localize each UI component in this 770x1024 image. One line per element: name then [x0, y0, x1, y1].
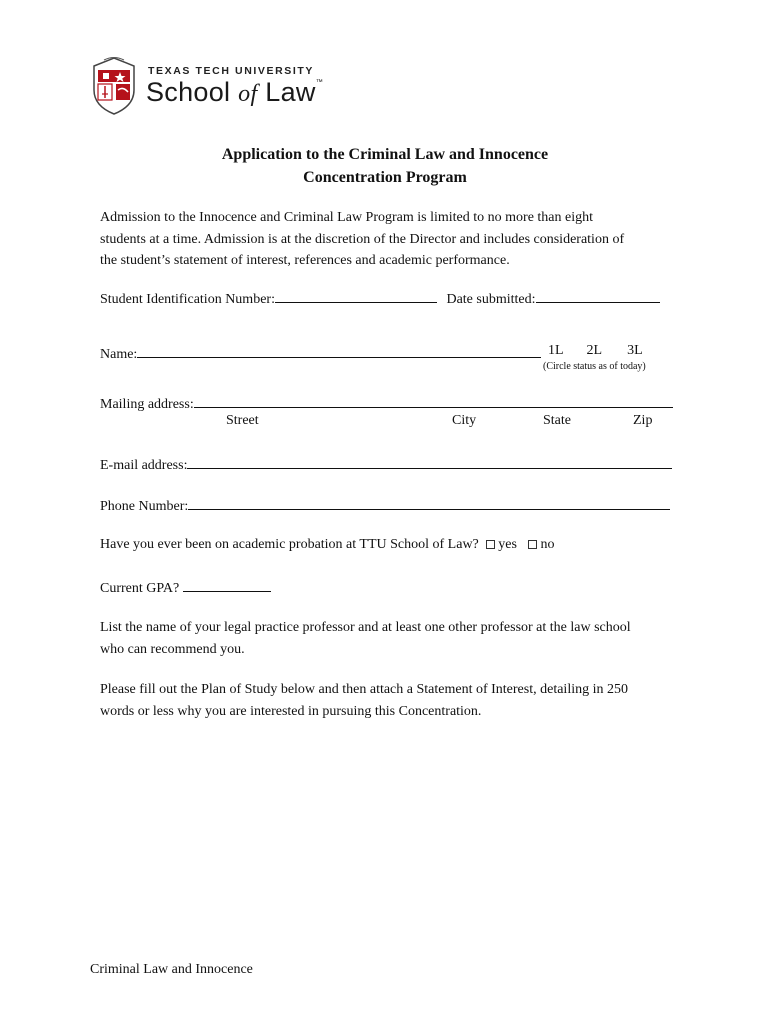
- probation-row: [100, 537, 554, 553]
- status-option-3l[interactable]: 3L: [627, 343, 643, 358]
- student-id-label: Student Identification Number:: [100, 292, 275, 307]
- professors-line-2: who can recommend you.: [100, 641, 245, 657]
- address-street-caption: Street: [226, 413, 259, 428]
- name-field[interactable]: [137, 343, 541, 358]
- title-line-1: Application to the Criminal Law and Innocence: [221, 146, 549, 163]
- probation-question: Have you ever been on academic probation at TTU School of Law?: [100, 537, 479, 552]
- status-option-2l[interactable]: 2L: [586, 343, 602, 358]
- intro-line-2: students at a time. Admission is at the discretion of the Director and includes consideration of: [100, 231, 625, 247]
- school-logo: [90, 56, 335, 116]
- plan-line-2: words or less why you are interested in pursuing this Concentration.: [100, 703, 482, 719]
- probation-no-label: no: [540, 537, 555, 552]
- gpa-field[interactable]: [183, 577, 271, 592]
- mailing-address-row: [100, 393, 673, 413]
- logo-school-name: [146, 77, 323, 108]
- student-id-row: [100, 288, 660, 308]
- status-option-1l[interactable]: 1L: [548, 343, 564, 358]
- professors-line-1: List the name of your legal practice professor and at least one other professor at the law school: [100, 620, 631, 635]
- probation-yes-checkbox[interactable]: [486, 540, 495, 549]
- logo-trademark: ™: [315, 79, 323, 86]
- email-label: E-mail address:: [100, 458, 188, 473]
- gpa-row: [100, 577, 271, 597]
- mailing-address-field[interactable]: [194, 393, 673, 408]
- email-field[interactable]: [187, 454, 672, 469]
- address-city-caption: City: [452, 413, 477, 428]
- probation-no-checkbox[interactable]: [528, 540, 537, 549]
- plan-instruction: [100, 679, 680, 722]
- title-line-2: Concentration Program: [303, 169, 467, 186]
- mailing-address-label: Mailing address:: [100, 397, 194, 412]
- logo-of-word: of: [238, 81, 258, 107]
- intro-line-1: Admission to the Innocence and Criminal Law Program is limited to no more than eight: [100, 210, 594, 225]
- page-title: [0, 143, 770, 189]
- logo-law-word: Law: [257, 77, 316, 107]
- ttu-seal-icon: [90, 56, 138, 116]
- logo-university-name: TEXAS TECH UNIVERSITY: [148, 65, 315, 77]
- intro-line-3: the student’s statement of interest, references and academic performance.: [100, 253, 510, 268]
- address-zip-caption: Zip: [633, 413, 653, 428]
- phone-row: [100, 495, 670, 515]
- status-options: [548, 343, 643, 359]
- probation-yes-label: yes: [498, 537, 517, 552]
- status-note: (Circle status as of today): [543, 361, 646, 372]
- phone-label: Phone Number:: [100, 499, 189, 514]
- professors-instruction: [100, 617, 680, 660]
- name-label: Name:: [100, 347, 138, 362]
- address-state-caption: State: [543, 413, 571, 428]
- gpa-label: Current GPA?: [100, 581, 180, 596]
- date-submitted-field[interactable]: [536, 288, 660, 303]
- plan-line-1: Please fill out the Plan of Study below and then attach a Statement of Interest, detailing in 250: [100, 682, 628, 697]
- phone-field[interactable]: [188, 495, 670, 510]
- page-footer: Criminal Law and Innocence: [90, 962, 253, 977]
- logo-school-word: School: [146, 77, 239, 107]
- student-id-field[interactable]: [275, 288, 437, 303]
- date-submitted-label: Date submitted:: [446, 292, 536, 307]
- email-row: [100, 454, 672, 474]
- name-row: [100, 343, 541, 363]
- intro-paragraph: [100, 207, 680, 272]
